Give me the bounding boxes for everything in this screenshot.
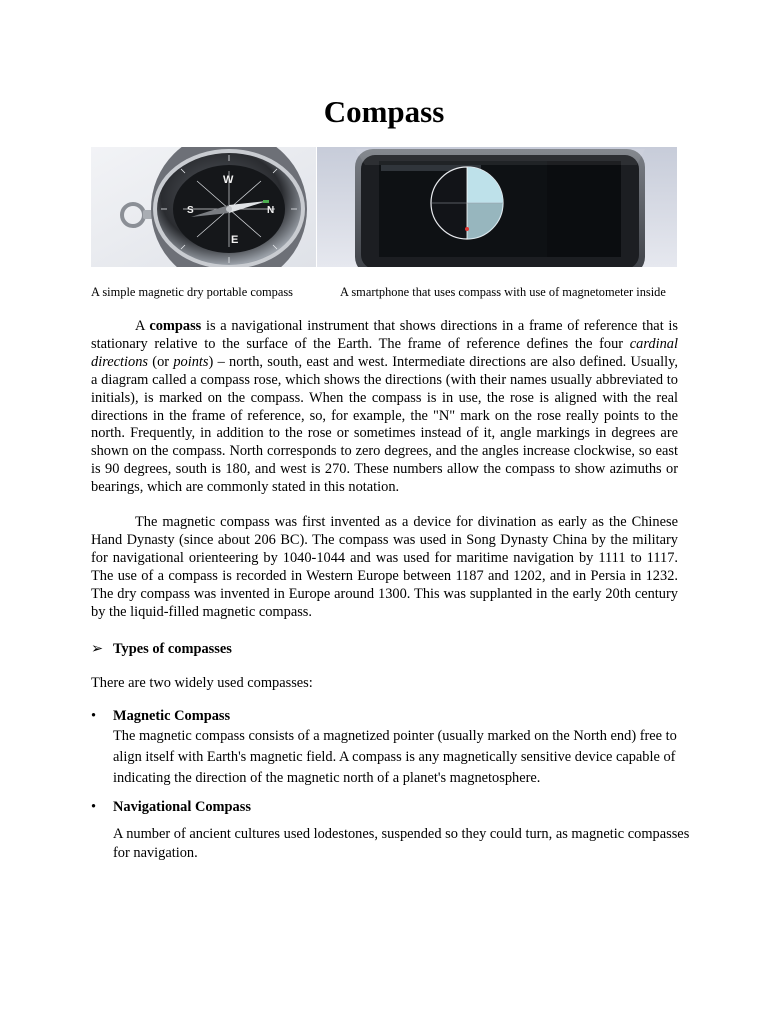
para1-part1: is a navigational instrument that shows directions in a frame of reference that is stationary relative to the surface of the Earth. The frame of reference defines the four <box>91 318 678 352</box>
section-heading <box>91 640 232 658</box>
para1-italic-points: points <box>173 353 209 370</box>
bullet-icon: • <box>91 708 97 724</box>
compass-letter-e: E <box>231 234 239 246</box>
arrow-bullet-icon: ➢ <box>91 641 104 657</box>
smartphone-photo <box>317 147 677 267</box>
para1-term: compass <box>149 318 202 334</box>
list-item-text: The magnetic compass consists of a magnetized pointer (usually marked on the North end) free to align itself with Earth's magnetic field. A compass is any magnetically sensitive device capable of indicating the direction of the magnetic north of a planet's magnetosphere. <box>113 728 677 786</box>
para1-intro: A <box>135 318 150 334</box>
compass-photo <box>91 147 316 267</box>
list-item-title: Magnetic Compass <box>113 708 231 724</box>
list-item-text: A number of ancient cultures used lodestones, suspended so they could turn, as magnetic compasses for navigation. <box>113 826 690 861</box>
para1-part3: ) – north, south, east and west. Intermediate directions are also defined. Usually, a diagram called a compass rose, which shows the directions (with their names usually abbreviated to initials), is marked on the compass. When the compass is in use, the rose is aligned with the real directions in the frame of reference, so, for example, the "N" mark on the rose really points to the north. Frequently, in addition to the rose or sometimes instead of it, angle markings in degrees are shown on the compass. North corresponds to zero degrees, and the angles increase clockwise, so east is 90 degrees, south is 180, and west is 270. These numbers allow the compass to show azimuths or bearings, which are commonly stated in this notation. <box>91 353 678 496</box>
section-heading-text: Types of compasses <box>113 641 232 657</box>
figure-caption-right: A smartphone that uses compass with use of magnetometer inside <box>340 285 666 299</box>
page-title: Compass <box>323 94 445 129</box>
compass-letter-n: N <box>267 205 275 216</box>
section-intro: There are two widely used compasses: <box>91 675 313 691</box>
list-item-title: Navigational Compass <box>113 799 251 815</box>
compass-letter-s: S <box>187 205 194 216</box>
paragraph-history: The magnetic compass was first invented as a device for divination as early as the Chinese Hand Dynasty (since about 206 BC). The compass was used in Song Dynasty China by the military for navigational orienteering by 1040-1044 and was used for maritime navigation by 1111 to 1117. The use of a compass is recorded in Western Europe between 1187 and 1202, and in Persia in 1232. The dry compass was invented in Europe around 1300. This was supplanted in the early 20th century by the liquid-filled magnetic compass. <box>91 514 678 620</box>
compass-letter-w: W <box>223 174 234 186</box>
para1-italic-cardinal: cardinal directions <box>91 335 678 370</box>
para1-part2: (or <box>148 353 174 370</box>
figure-caption-left: A simple magnetic dry portable compass <box>91 285 293 299</box>
bullet-icon: • <box>91 799 97 815</box>
paragraph-definition <box>91 318 678 497</box>
